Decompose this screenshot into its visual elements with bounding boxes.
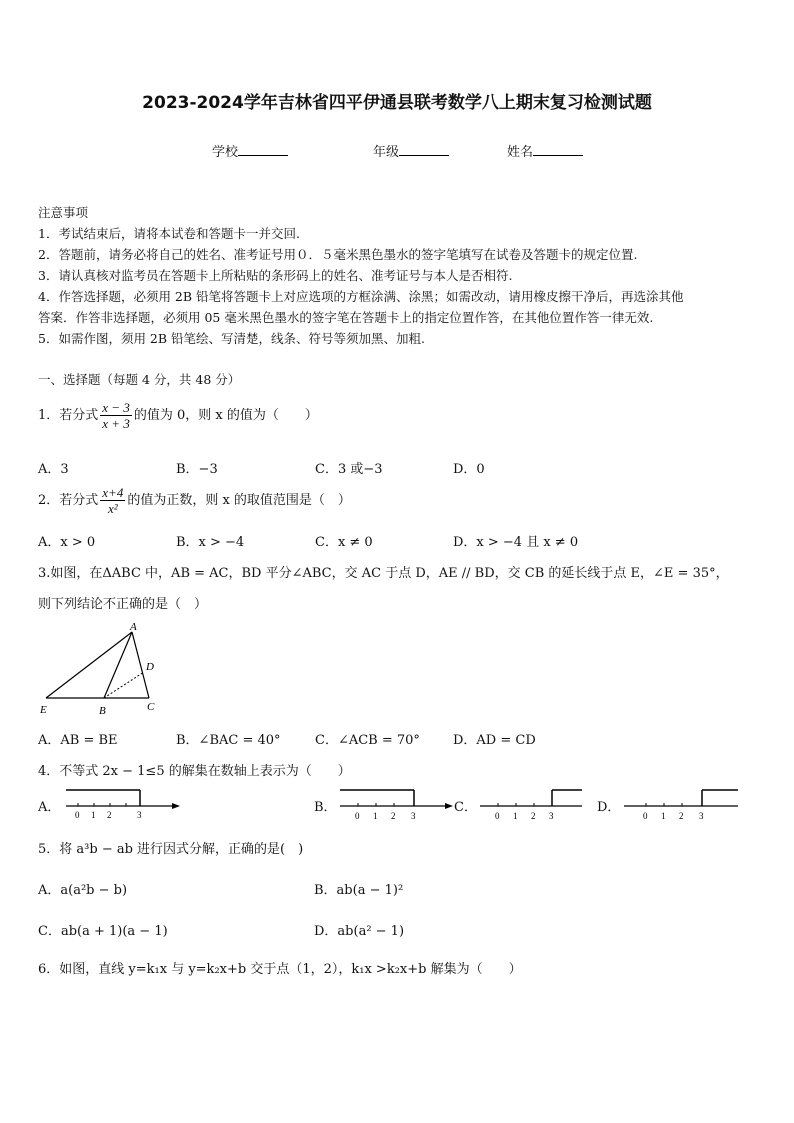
q3-option-c: C．∠ACB = 70° <box>315 733 420 748</box>
q2-numerator: x+4 <box>102 485 124 500</box>
q2-option-d: D．x > −4 且 x ≠ 0 <box>453 535 579 550</box>
notice-item-2: 2．答题前，请务必将自己的姓名、准考证号用０．５毫米黑色墨水的签字笔填写在试卷及答题卡的规定位置. <box>38 247 638 262</box>
q5-option-b: B．ab(a − 1)² <box>314 883 404 898</box>
grade-blank <box>399 143 449 156</box>
label-c: C <box>147 701 155 713</box>
svg-text:1: 1 <box>373 811 378 821</box>
question-5: 5．将 a³b − ab 进行因式分解，正确的是( ) <box>38 842 304 857</box>
segment-ea <box>46 632 132 698</box>
question-1 <box>38 400 318 431</box>
q3-option-d: D．AD = CD <box>453 733 536 748</box>
q1-numerator: x − 3 <box>102 400 130 415</box>
q4-option-b-label: B． <box>314 800 337 815</box>
svg-text:1: 1 <box>513 811 518 821</box>
label-e: E <box>40 704 47 716</box>
q2-option-b: B．x > −4 <box>176 535 245 550</box>
exam-title: 2023-2024学年吉林省四平伊通县联考数学八上期末复习检测试题 <box>142 93 652 113</box>
svg-text:0: 0 <box>643 811 648 821</box>
q2-option-c: C．x ≠ 0 <box>315 535 373 550</box>
svg-text:1: 1 <box>661 811 666 821</box>
school-label: 学校 <box>212 145 239 160</box>
question-2 <box>38 485 351 516</box>
label-b: B <box>99 705 106 717</box>
q1-fraction <box>100 400 132 431</box>
q1-suffix: 的值为 0，则 x 的值为（ ） <box>133 408 318 423</box>
q4-number-line-c <box>476 786 588 822</box>
name-blank <box>533 143 583 156</box>
name-field <box>507 141 583 160</box>
grade-label: 年级 <box>373 145 400 160</box>
q5-option-a: A．a(a²b − b) <box>38 883 128 898</box>
svg-text:0: 0 <box>355 811 360 821</box>
name-label: 姓名 <box>507 145 534 160</box>
section-heading: 一、选择题（每题 4 分，共 48 分） <box>38 372 241 387</box>
label-a: A <box>130 622 137 633</box>
label-d: D <box>146 661 154 673</box>
svg-text:3: 3 <box>137 810 142 820</box>
school-blank <box>238 143 288 156</box>
q4-number-line-b <box>336 786 456 822</box>
q4-number-line-d <box>620 786 742 822</box>
q2-suffix: 的值为正数，则 x 的取值范围是（ ） <box>127 493 351 508</box>
question-6: 6．如图，直线 y=k₁x 与 y=k₂x+b 交于点（1，2），k₁x >k₂x+b 解集为（ ） <box>38 962 522 977</box>
q1-prefix: 1．若分式 <box>38 408 99 423</box>
school-field <box>212 141 288 160</box>
grade-field <box>373 141 449 160</box>
triangle-figure <box>36 622 166 717</box>
q1-option-b: B．−3 <box>176 462 218 477</box>
question-4: 4．不等式 2x − 1≤5 的解集在数轴上表示为（ ） <box>38 764 351 779</box>
notice-item-1: 1．考试结束后，请将本试卷和答题卡一并交回. <box>38 226 300 241</box>
svg-text:3: 3 <box>699 811 704 821</box>
svg-text:0: 0 <box>495 811 500 821</box>
svg-text:1: 1 <box>91 810 96 820</box>
q4-option-a-label: A． <box>38 800 61 815</box>
q4-option-d-label: D． <box>597 800 621 815</box>
q4-number-line-a <box>62 786 182 822</box>
svg-text:2: 2 <box>107 810 112 820</box>
q3-option-b: B．∠BAC = 40° <box>176 733 281 748</box>
notice-item-5: 5．如需作图，须用 2B 铅笔绘、写清楚，线条、符号等须加黑、加粗. <box>38 331 426 346</box>
q2-denominator: x² <box>107 501 118 516</box>
notice-item-4-cont: 答案．作答非选择题，必须用 05 毫米黑色墨水的签字笔在答题卡上的指定位置作答，在其他位置作答一律无效. <box>38 310 654 325</box>
q3-line-2: 则下列结论不正确的是（ ） <box>38 597 208 612</box>
q1-denominator: x + 3 <box>102 416 130 431</box>
svg-text:2: 2 <box>679 811 684 821</box>
q1-option-a: A．3 <box>38 462 69 477</box>
svg-text:0: 0 <box>75 810 80 820</box>
q2-fraction <box>100 485 125 516</box>
q5-option-d: D．ab(a² − 1) <box>314 924 405 939</box>
svg-text:2: 2 <box>391 811 396 821</box>
q5-option-c: C．ab(a + 1)(a − 1) <box>38 924 168 939</box>
segment-ab <box>104 632 132 698</box>
q1-option-d: D．0 <box>453 462 485 477</box>
q2-prefix: 2．若分式 <box>38 493 99 508</box>
q1-option-c: C．3 或−3 <box>315 462 383 477</box>
q3-option-a: A．AB = BE <box>38 733 118 748</box>
notice-item-4: 4．作答选择题，必须用 2B 铅笔将答题卡上对应选项的方框涂满、涂黑；如需改动，请用橡皮擦干净后，再选涂其他 <box>38 289 684 304</box>
q2-option-a: A．x > 0 <box>38 535 96 550</box>
notice-heading: 注意事项 <box>38 205 89 220</box>
notice-item-3: 3．请认真核对监考员在答题卡上所粘贴的条形码上的姓名、准考证号与本人是否相符. <box>38 268 513 283</box>
svg-text:2: 2 <box>531 811 536 821</box>
svg-text:3: 3 <box>549 811 554 821</box>
svg-text:3: 3 <box>411 811 416 821</box>
q3-line-1: 3.如图，在ΔABC 中，AB = AC，BD 平分∠ABC，交 AC 于点 D，AE // BD，交 CB 的延长线于点 E，∠E = 35°， <box>38 566 729 581</box>
q4-option-c-label: C． <box>454 800 477 815</box>
